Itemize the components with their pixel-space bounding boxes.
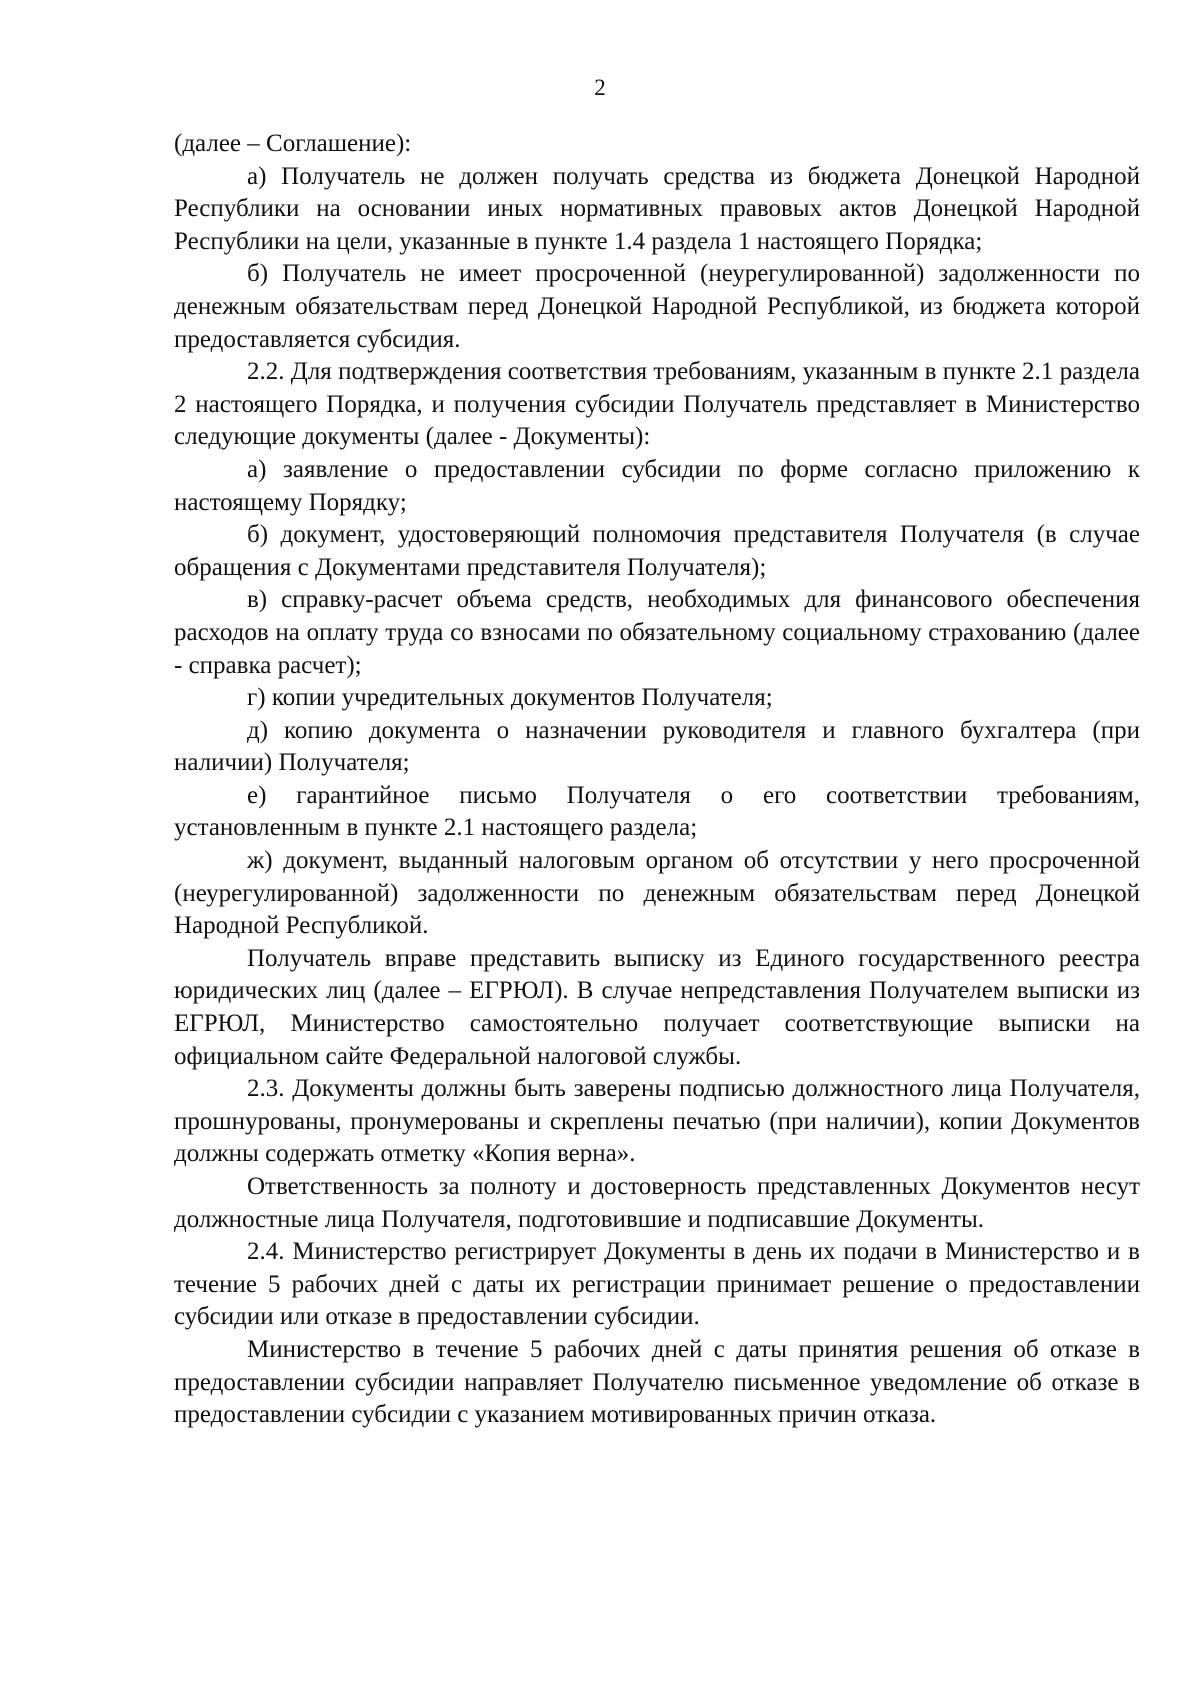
- paragraph-doc-a: а) заявление о предоставлении субсидии по форме согласно приложению к настоящему Порядку;: [174, 455, 1140, 516]
- paragraph-2-4: 2.4. Министерство регистрирует Документы в день их подачи в Министерство и в течение 5 рабочих дней с даты их регистрации принимает решение о предоставлении субсидии или отказе в предоставлении субсидии.: [174, 1238, 1140, 1331]
- paragraph-responsibility: Ответственность за полноту и достоверность представленных Документов несут должностные лица Получателя, подготовившие и подписавшие Документы.: [174, 1173, 1140, 1233]
- paragraph-doc-g: г) копии учредительных документов Получателя;: [247, 684, 773, 712]
- paragraph-2-2: 2.2. Для подтверждения соответствия требованиям, указанным в пункте 2.1 раздела 2 настоящего Порядка, и получения субсидии Получатель представляет в Министерство следующие документы (далее - Документы):: [174, 358, 1140, 451]
- paragraph-item-b: б) Получатель не имеет просроченной (неурегулированной) задолженности по денежным обязательствам перед Донецкой Народной Республикой, из бюджета которой предоставляется субсидия.: [174, 260, 1140, 353]
- paragraph-item-a: а) Получатель не должен получать средства из бюджета Донецкой Народной Республики на основании иных нормативных правовых актов Донецкой Народной Республики на цели, указанные в пункте 1.4 раздела 1 настоящего Порядка;: [174, 162, 1140, 255]
- paragraph-refusal-notice: Министерство в течение 5 рабочих дней с даты принятия решения об отказе в предоставлении субсидии направляет Получателю письменное уведомление об отказе в предоставлении субсидии с указанием мотивированных причин отказа.: [174, 1335, 1140, 1429]
- document-body: [174, 128, 1140, 1432]
- paragraph-doc-zh: ж) документ, выданный налоговым органом об отсутствии у него просроченной (неурегулированной) задолженности по денежным обязательствам перед Донецкой Народной Республикой.: [174, 847, 1140, 940]
- paragraph-doc-b: б) документ, удостоверяющий полномочия представителя Получателя (в случае обращения с Документами представителя Получателя);: [174, 521, 1140, 581]
- paragraph-doc-v: в) справку-расчет объема средств, необходимых для финансового обеспечения расходов на оплату труда со взносами по обязательному социальному страхованию (далее - справка расчет);: [174, 586, 1140, 679]
- paragraph-2-3: 2.3. Документы должны быть заверены подписью должностного лица Получателя, прошнурованы, пронумерованы и скреплены печатью (при наличии), копии Документов должны содержать отметку «Копия верна».: [174, 1075, 1140, 1168]
- paragraph-egrul: Получатель вправе представить выписку из Единого государственного реестра юридических лиц (далее – ЕГРЮЛ). В случае непредставления Получателем выписки из ЕГРЮЛ, Министерство самостоятельно получает соответствующие выписки на официальном сайте Федеральной налоговой службы.: [174, 944, 1140, 1070]
- paragraph-doc-e: е) гарантийное письмо Получателя о его соответствии требованиям, установленным в пункте 2.1 настоящего раздела;: [174, 781, 1140, 842]
- paragraph-continuation: (далее – Соглашение):: [174, 130, 412, 157]
- paragraph-doc-d: д) копию документа о назначении руководителя и главного бухгалтера (при наличии) Получателя;: [174, 716, 1140, 777]
- page-number: 2: [594, 75, 606, 100]
